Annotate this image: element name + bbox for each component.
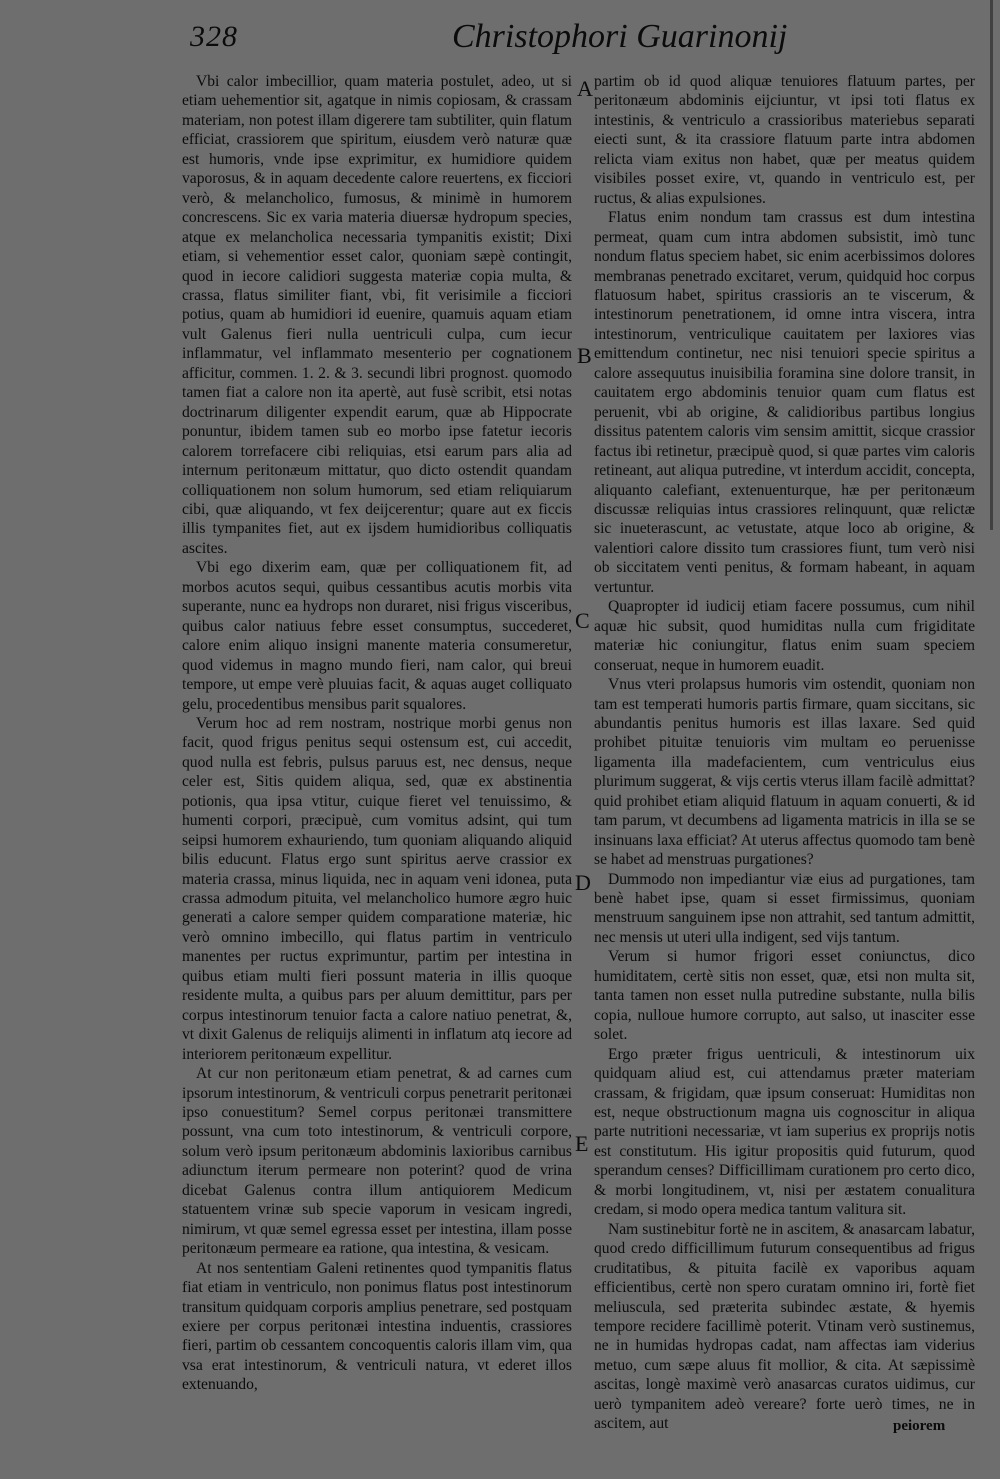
paragraph: Verum si humor frigori esset coniunctus, dico humiditatem, certè sitis non esset, quæ, etsi non multa sit, tanta tamen non esset nulla putredine substante, nulla bilis copia, nulloue humore corrupto, aut salso, ut inasciter esse solet.: [594, 948, 975, 1044]
margin-letter-a: A: [577, 76, 593, 101]
page-number: 328: [190, 20, 238, 53]
margin-letter-e: E: [575, 1131, 589, 1156]
paragraph: Vnus vteri prolapsus humoris vim ostendit, quoniam non tam est temperati humoris partis firmare, quam siccitans, sic abundantis penitus humoris est illas laxare. Sed quid prohibet pituitæ tenuioris vim multam eo peruenisse ligamenta illa madefacientem, cum ventriculus eius plurimum suggerat, & vijs certis vterus illam facilè admittat? quid prohibet etiam aliquid flatuum in aquam conuerti, & id tam parum, vt decumbens ad ligamenta matricis in illa se se insinuans laxa efficiat? At uterus affectus quomodo tam benè se habet ad menstruas purgationes?: [594, 676, 975, 869]
paragraph: At nos sententiam Galeni retinentes quod tympanitis flatus fiat etiam in ventriculo, non ponimus flatus post intestinorum transitum quidquam corporis amplius penetrare, sed postquam exiere per corpus peritonæi intestina induentis, crassiores fieri, partim ob cessantem concoquentis caloris illam vim, qua vsa erat intestinorum, & ventriculi natura, vt ederet illos extenuando,: [182, 1259, 572, 1394]
paragraph: Flatus enim nondum tam crassus est dum intestina permeat, quam cum intra abdomen subsistit, imò tunc nondum flatus speciem habet, sic enim acerbissimos dolores membranas penetrado excitaret, verum, quidquid hoc corpus flatuosum habet, spiritus crassioris an te viscerum, & intestinorum penetrationem, id omne intra viscera, intra intestinorum, ventriculique cauitatem per laxiores vias emittendum continetur, nec nisi tenuiori specie spiritus a calore assequutus inuisibilia foramina sine dolore transit, in cauitatem ergo abdominis tenuior quam cum flatus est peruenit, vbi ab origine, & calidioribus partibus longius dissitus patentem caloris vim sensim amittit, sicque crassior factus ibi retinetur, præcipuè quod, si quæ partes vim caloris retineant, aut aliqua putredine, vt interdum accidit, concepta, aliquanto calefiant, extenuenturque, hæ per peritonæum discussæ reliquias intus crassiores relinquunt, quæ relictæ sic inueterascunt, ac vetustate, atque loco ab origine, & valentiori calore dissito tum crassiores fiunt, tum verò nisi ob siccitatem venti penitus, & formam habeant, in aquam vertuntur.: [594, 209, 975, 596]
right-column: [594, 72, 975, 1434]
margin-letter-d: D: [575, 870, 591, 895]
paragraph: partim ob id quod aliquæ tenuiores flatuum partes, per peritonæum abdominis eijciuntur, vt ipsi toti flatus ex intestinis, & ventriculo a crassioribus materiebus separati eiecti sunt, & ita crassiore flatuum parte intra abdomen relicta viam exitus non habet, quæ per meatus quidem visibiles posset exire, vt, quando in ventriculo est, per ructus, & alias expulsiones.: [594, 73, 975, 207]
paragraph: Dummodo non impediantur viæ eius ad purgationes, tam benè habet ipse, quam si esset firmissimus, quoniam menstruum sanguinem ipse non attrahit, sed tantum admittit, nec mensis ut uteri ulla indigent, sed vijs tantum.: [594, 870, 975, 946]
paragraph: At cur non peritonæum etiam penetrat, & ad carnes cum ipsorum intestinorum, & ventriculi corpus penetrarit peritonæi ipso conuestitum? Semel corpus peritonæi transmittere possunt, vna cum toto intestinorum, & ventriculi corpore, solum verò ipsum peritonæum abdominis laxioribus carnibus adiunctum iterum permeare non poterint? quod de vrina dicebat Galenus contra illum antiquiorem Medicum statuentem vrinæ sub specie vaporum in vesicam ingredi, nimirum, vt quæ semel egressa esset per intestina, illam posse peritonæum permeare ea ratione, qua intestina, & vesicam.: [182, 1065, 572, 1258]
paragraph: Verum hoc ad rem nostram, nostrique morbi genus non facit, quod frigus penitus sequi ostensum est, cui accedit, quod nulla est febris, pulsus paruus est, nec densus, neque celer est, Sitis quidem aliqua, sed, quæ ex abstinentia potionis, qua ipsa vtitur, cuique fieret vel tenuissimo, & humenti corpori, præcipuè, cum vomitus adsint, qui tum seipsi humorem exhauriendo, tum quoniam aliquando aliquid bilis educunt. Flatus ergo sunt spiritus aerve crassior ex materia crassa, minus liquida, nec in aquam veni idonea, puta crassa admodum pituita, vel melancholico humore ægro huic generati a calore semper quidem comparatione materiæ, hic verò omnino imbecillo, qui flatus partim in ventriculo manentes per ructus exprimuntur, partim per intestina in quibus etiam multi fieri possunt materia in illis quoque residente multa, a quibus pars per aluum demittitur, pars per corpus intestinorum tenuior facta a calore natiuo penetrat, &, vt dixit Galenus de reliquijs alimenti in inflatum atq iecore ad interiorem peritonæum expellitur.: [182, 714, 572, 1063]
paragraph: Vbi calor imbecillior, quam materia postulet, adeo, ut si etiam uehementior sit, agatque in nimis copiosam, & crassam materiam, non potest illam digerere tam subtiliter, quin flatum efficiat, crassiorem que spiritum, eiusdem verò naturæ quæ est humoris, vnde ipse exprimitur, ex humidiore quidem vaporosus, & in aquam decedente calore reuertens, ex ficciori verò, & melancholico, fumosus, & minimè in humorem concrescens. Sic ex varia materia diuersæ hydropum species, atque ex melancholica necessaria tympanitis existit; Dixi etiam, si vehementior esset calor, quoniam sæpè contingit, quod in iecore calidiori suggesta materiæ copia multa, & crassa, flatus similiter fiant, vbi, fit verisimile a ficciori potius, quam ab humidiori id euenire, quamuis aquam etiam vult Galenus fieri nulla uentriculi culpa, cum iecur inflammatur, vel inflammato mesenterio per cognationem afficitur, commen. 1. 2. & 3. secundi libri prognost. quomodo tamen fiat a calore non ita apertè, aut fusè scribit, etsi notas doctrinarum diligenter expendit earum, quæ ab Hippocrate ponuntur, ibidem tamen sub eo morbo ipse fatetur iecoris calorem torrefacere cibi reliquias, etsi earum pars alia ad internum peritonæum mittatur, quo dicto ostendit quandam colliquationem non solum humorum, sed etiam reliquiarum cibi, quæ aliquando, vt fex deijcerentur; quare aut ex ficcis illis tympanites fiet, aut ex ijsdem humidioribus colliquatis ascites.: [182, 73, 572, 557]
paragraph: Nam sustinebitur fortè ne in ascitem, & anasarcam labatur, quod credo difficillimum futurum consequentibus ad frigus cruditatibus, & pituita facilè ex vaporibus aquam efficientibus, certè non spero curatam omnino iri, fortè fiet meliuscula, sed præterita subindec æstate, & hyemis tempore recidere facillimè poterit. Vtinam verò sustinemus, ne in humidas hydropas cadat, nam affectas iam viderius metuo, cum sæpe aluus fit mollior, & cita. At sæpissimè ascitas, longè maximè verò anasarcas curatos uidimus, cur uerò tympanitem adeò vereare? forte uerò times, ne in ascitem, aut: [594, 1220, 975, 1433]
page-header: [190, 18, 788, 78]
paragraph: Ergo præter frigus uentriculi, & intestinorum uix quidquam aliud est, cui attendamus præter materiam crassam, & frigidam, quæ ipsum conseruat: Humiditas non est, neque obstructionum magna uis cognoscitur in aliqua parte nutritioni necessariæ, vt iam superius ex proprijs notis est constitutum. His igitur propositis quid futurum, quod sperandum censes? Difficillimam curationem pro certo dico, & morbi longitudinem, vt, nisi per æstatem conualitura credam, si modo opera medica tantum valitura sit.: [594, 1045, 975, 1219]
margin-letter-c: C: [575, 608, 590, 633]
paragraph: Quapropter id iudicij etiam facere possumus, cum nihil aquæ hic subsit, quod humiditas nulla cum frigiditate materiæ hic coniungitur, flatus enim suam speciem conseruat, neque in humorem euadit.: [594, 598, 975, 674]
catchword: peiorem: [893, 1418, 946, 1434]
page-edge-rule: [990, 0, 993, 530]
running-head: Christophori Guarinonij: [452, 18, 788, 55]
left-column: [182, 72, 572, 1395]
paragraph: Vbi ego dixerim eam, quæ per colliquationem fit, ad morbos acutos sequi, quibus cessantibus acutis morbis vita superante, nunc ea hydrops non duraret, nisi frigus visceribus, quibus calor natiuus febre esset consumptus, succederet, calore enim aliquo insigni manente materia consumeretur, quod videmus in magno mundo fieri, nam calor, qui breui tempore, ut empe verè pluuias facit, & aquas auget colliquato gelu, procedentibus mensibus parit squalores.: [182, 559, 572, 713]
margin-letter-b: B: [577, 343, 592, 368]
